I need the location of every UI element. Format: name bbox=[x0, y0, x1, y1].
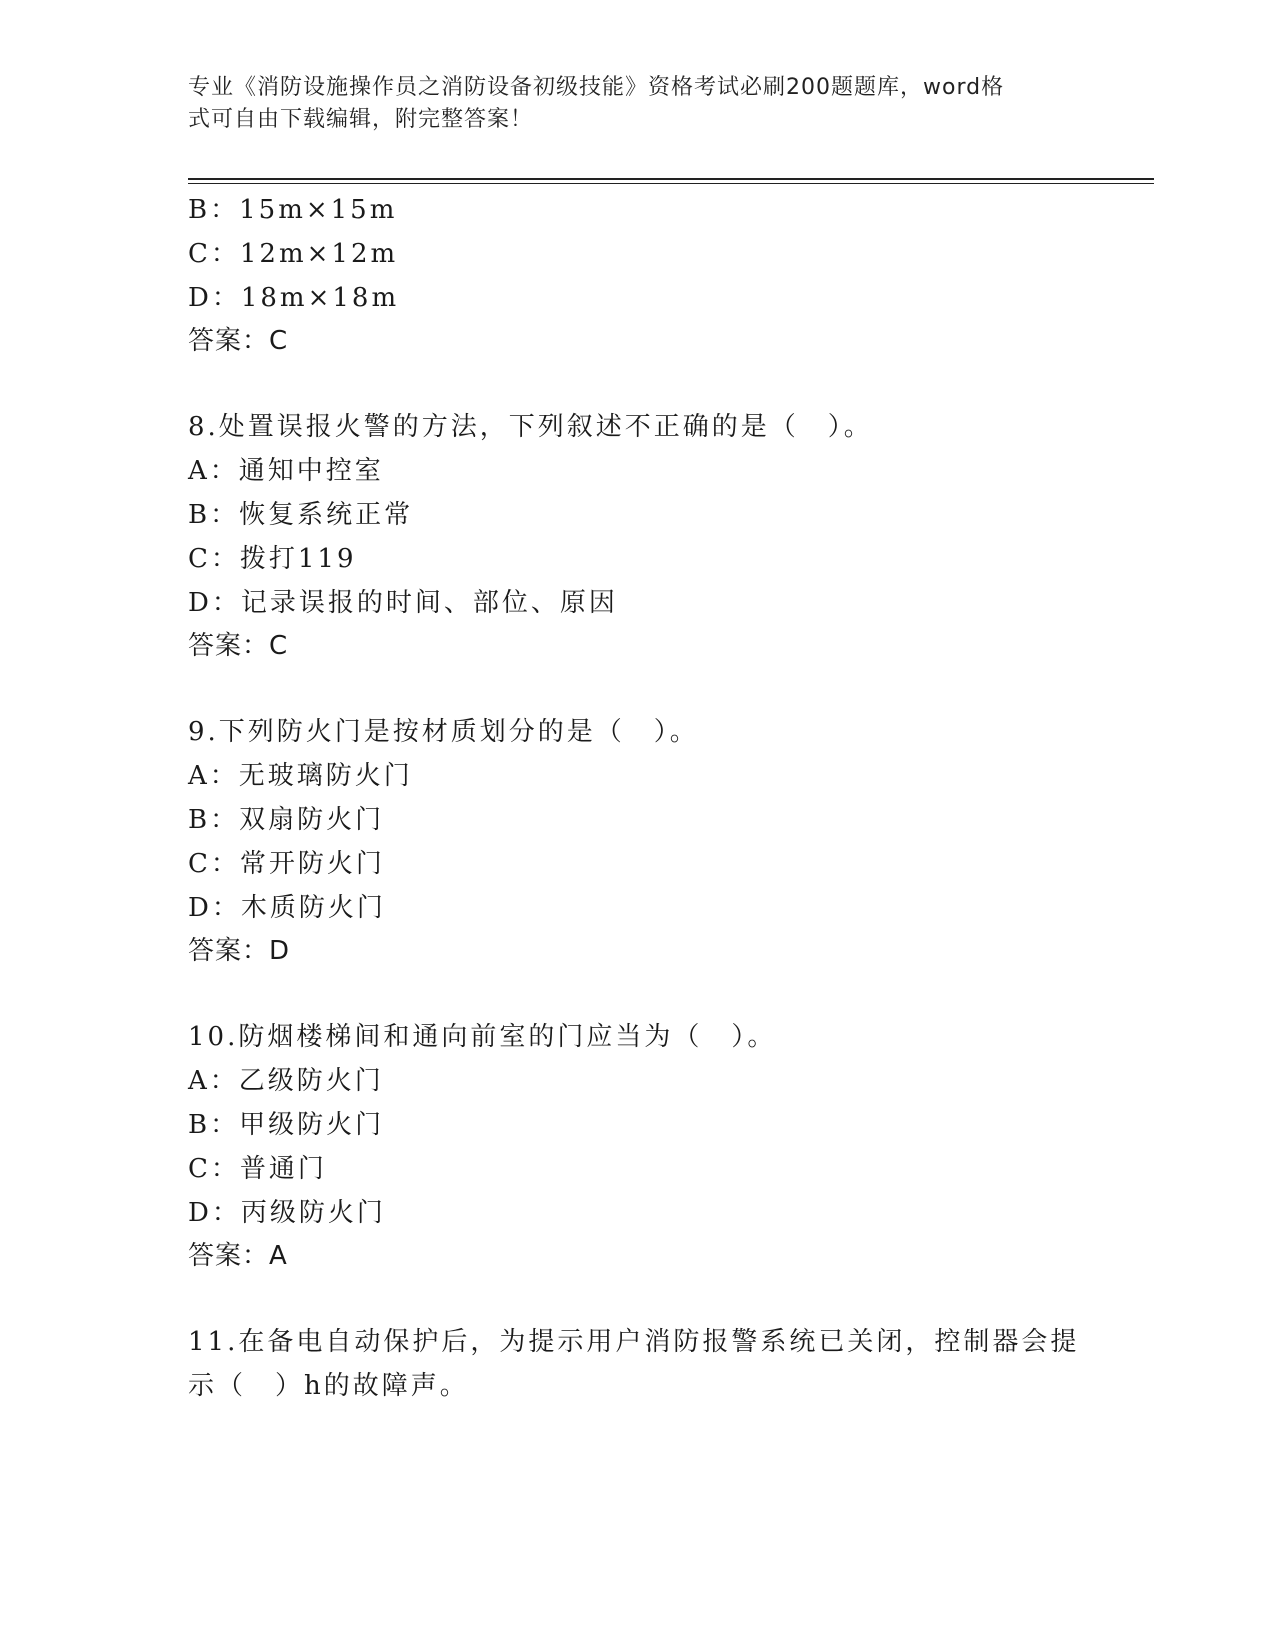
q11-stem-line-2: 示（ ）h的故障声。 bbox=[188, 1371, 469, 1401]
q10-option-a: A：乙级防火门 bbox=[188, 1066, 384, 1096]
header-divider-thin bbox=[188, 183, 1154, 184]
q9-option-d: D：木质防火门 bbox=[188, 893, 386, 923]
q10-option-b: B：甲级防火门 bbox=[188, 1110, 385, 1140]
q9-option-c: C：常开防火门 bbox=[188, 849, 385, 879]
q8-option-c: C：拨打119 bbox=[188, 544, 357, 574]
q11-stem-line-1: 11.在备电自动保护后，为提示用户消防报警系统已关闭，控制器会提 bbox=[188, 1327, 1080, 1357]
q10-option-c: C：普通门 bbox=[188, 1154, 327, 1184]
q8-stem: 8.处置误报火警的方法，下列叙述不正确的是（ ）。 bbox=[188, 412, 873, 442]
prev-option-d: D：18m×18m bbox=[188, 283, 400, 313]
q8-option-d: D：记录误报的时间、部位、原因 bbox=[188, 588, 618, 618]
prev-answer: 答案：C bbox=[188, 326, 289, 356]
q10-option-d: D：丙级防火门 bbox=[188, 1198, 386, 1228]
q8-option-b: B：恢复系统正常 bbox=[188, 500, 414, 530]
q10-stem: 10.防烟楼梯间和通向前室的门应当为（ ）。 bbox=[188, 1022, 777, 1052]
q9-option-b: B：双扇防火门 bbox=[188, 805, 385, 835]
q9-option-a: A：无玻璃防火门 bbox=[188, 761, 413, 791]
header-divider-thick bbox=[188, 178, 1154, 180]
header-line-1: 专业《消防设施操作员之消防设备初级技能》资格考试必刷200题题库，word格 bbox=[188, 75, 1005, 100]
q9-stem: 9.下列防火门是按材质划分的是（ ）。 bbox=[188, 717, 699, 747]
prev-option-b: B：15m×15m bbox=[188, 195, 398, 225]
q8-answer: 答案：C bbox=[188, 631, 289, 661]
q8-option-a: A：通知中控室 bbox=[188, 456, 384, 486]
header-line-2: 式可自由下载编辑，附完整答案！ bbox=[188, 107, 534, 132]
prev-option-c: C：12m×12m bbox=[188, 239, 399, 269]
q10-answer: 答案：A bbox=[188, 1241, 288, 1271]
q9-answer: 答案：D bbox=[188, 936, 291, 966]
document-header bbox=[188, 72, 1068, 136]
